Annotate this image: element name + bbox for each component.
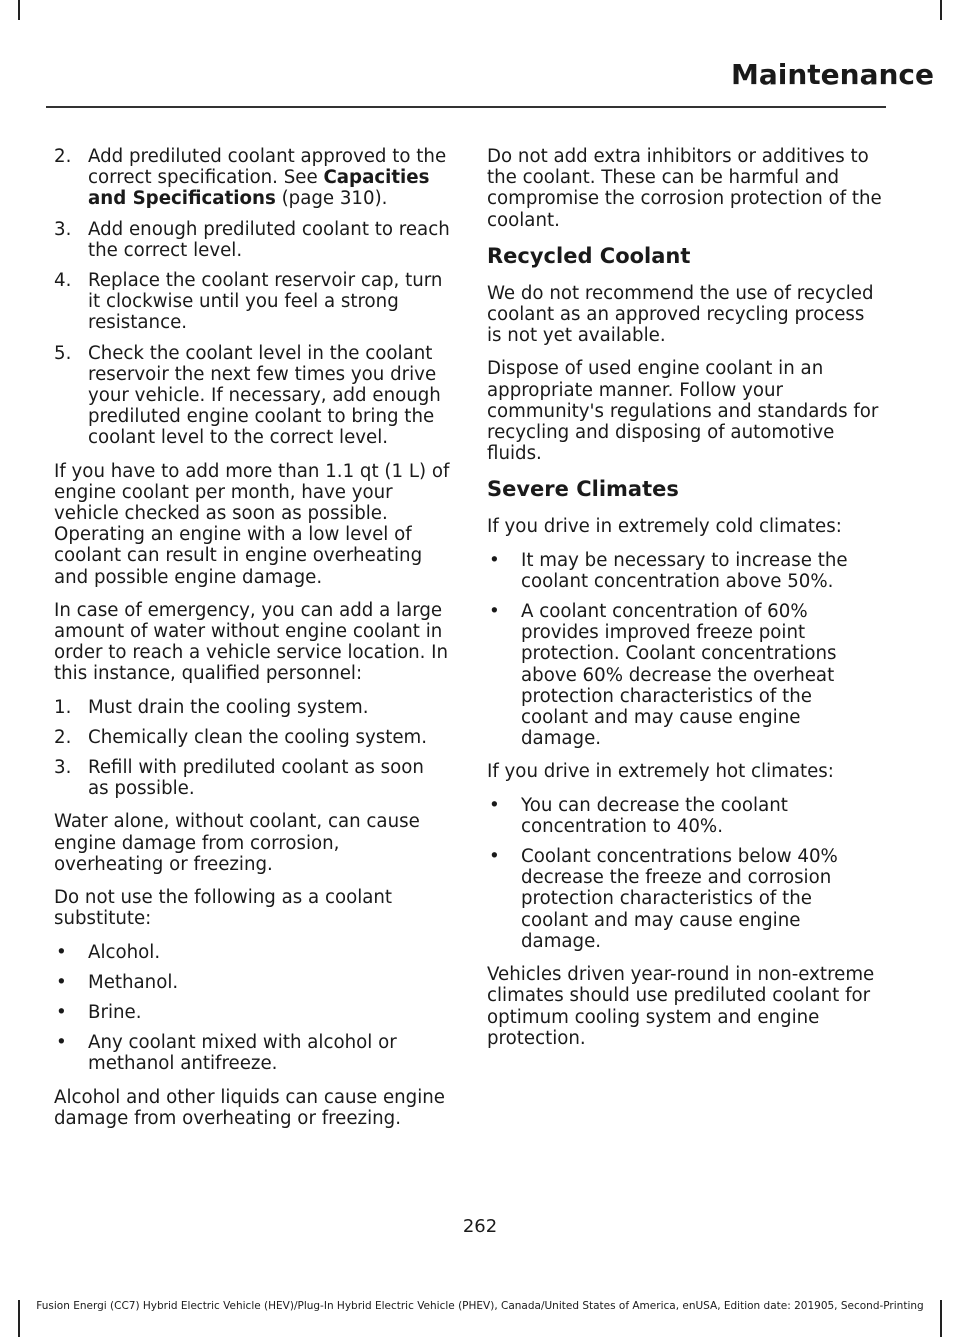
section-heading-severe-climates: Severe Climates xyxy=(487,477,679,502)
list-item xyxy=(487,550,883,592)
paragraph: Dispose of used engine coolant in an appropriate manner. Follow your community's regulations and standards for recycling and disposing of automotive fluids. xyxy=(487,358,879,465)
bullet-text: A coolant concentration of 60% provides improved freeze point protection. Coolant concentrations above 60% decrease the overheat protection characteristics of the coolant and may cause engine damage. xyxy=(521,601,837,750)
list-item xyxy=(54,727,450,748)
bullet-marker: • xyxy=(56,1032,67,1054)
paragraph: If you drive in extremely cold climates: xyxy=(487,516,842,538)
right-column xyxy=(487,146,883,1061)
paragraph: In case of emergency, you can add a large amount of water without engine coolant in order to reach a vehicle service location. In this instance, qualified personnel: xyxy=(54,599,449,685)
bullet-marker: • xyxy=(56,941,67,963)
list-item xyxy=(54,1032,450,1074)
list-item xyxy=(54,942,450,963)
list-item xyxy=(54,972,450,993)
bullet-marker: • xyxy=(489,549,500,571)
step-number: 5. xyxy=(54,342,72,364)
paragraph: We do not recommend the use of recycled coolant as an approved recycling process is not yet available. xyxy=(487,282,874,347)
bullet-text: Any coolant mixed with alcohol or methanol antifreeze. xyxy=(88,1032,397,1075)
step-text: Refill with prediluted coolant as soon as possible. xyxy=(88,757,424,800)
page-number: 262 xyxy=(462,1216,498,1237)
step-number: 2. xyxy=(54,726,72,748)
cross-reference-link[interactable]: Capacities and Specifications xyxy=(88,167,430,210)
list-item xyxy=(487,795,883,837)
paragraph: Vehicles driven year-round in non-extreme climates should use prediluted coolant for optimum cooling system and engine protection. xyxy=(487,964,875,1049)
list-item xyxy=(54,1002,450,1023)
bullet-marker: • xyxy=(56,1001,67,1023)
bullet-marker: • xyxy=(489,601,500,623)
left-column xyxy=(54,146,450,1141)
step-number: 3. xyxy=(54,218,72,240)
step-text: Must drain the cooling system. xyxy=(88,696,369,718)
bullet-text: It may be necessary to increase the coolant concentration above 50%. xyxy=(521,549,848,592)
step-number: 3. xyxy=(54,757,72,779)
step-text: Check the coolant level in the coolant reservoir the next few times you drive your vehicle. If necessary, add enough prediluted engine coolant to bring the coolant level to the correct level. xyxy=(88,342,441,449)
section-title: Maintenance xyxy=(730,58,934,91)
bullet-text: Brine. xyxy=(88,1001,142,1023)
paragraph: If you have to add more than 1.1 qt (1 L) of engine coolant per month, have your vehicle checked as soon as possible. Operating an engine with a low level of coolant can result in engine overheating and possible engine damage. xyxy=(54,460,450,588)
step-page-ref: (page 310). xyxy=(275,188,388,210)
step-text: Chemically clean the cooling system. xyxy=(88,726,428,748)
crop-mark-top-left xyxy=(18,0,20,20)
list-item xyxy=(54,757,450,799)
section-heading-recycled-coolant: Recycled Coolant xyxy=(487,243,691,268)
list-item xyxy=(54,270,450,334)
step-number: 4. xyxy=(54,270,72,292)
cold-climate-bullet-list xyxy=(487,550,883,750)
paragraph: Do not add extra inhibitors or additives to the coolant. These can be harmful and compromise the corrosion protection of the coolant. xyxy=(487,146,882,231)
header-divider xyxy=(46,106,886,108)
substitute-bullet-list xyxy=(54,942,450,1075)
step-number: 2. xyxy=(54,146,72,167)
paragraph: Water alone, without coolant, can cause engine damage from corrosion, overheating or freezing. xyxy=(54,811,420,875)
step-number: 1. xyxy=(54,696,72,718)
bullet-text: Methanol. xyxy=(88,971,179,993)
hot-climate-bullet-list xyxy=(487,795,883,952)
list-item xyxy=(487,846,883,952)
crop-mark-top-right xyxy=(940,0,942,20)
paragraph: Alcohol and other liquids can cause engine damage from overheating or freezing. xyxy=(54,1086,445,1129)
list-item xyxy=(54,343,450,449)
list-item xyxy=(54,219,450,261)
footer-edition-info: Fusion Energi (CC7) Hybrid Electric Vehicle (HEV)/Plug-In Hybrid Electric Vehicle (PHEV), Canada/United States of America, enUSA, Edition date: 201905, Second-Printing xyxy=(36,1300,924,1312)
paragraph: Do not use the following as a coolant substitute: xyxy=(54,887,393,930)
step-text: Add prediluted coolant approved to the correct specification. See xyxy=(88,146,447,189)
bullet-marker: • xyxy=(56,971,67,993)
bullet-text: Coolant concentrations below 40% decrease the freeze and corrosion protection characteristics of the coolant and may cause engine damage. xyxy=(521,846,838,952)
paragraph: If you drive in extremely hot climates: xyxy=(487,761,834,783)
steps-list-a xyxy=(54,146,450,449)
list-item xyxy=(54,146,450,210)
step-text: Replace the coolant reservoir cap, turn it clockwise until you feel a strong resistance. xyxy=(88,270,443,334)
bullet-marker: • xyxy=(489,846,500,868)
step-text: Add enough prediluted coolant to reach the correct level. xyxy=(88,218,450,261)
list-item xyxy=(487,601,883,749)
bullet-text: You can decrease the coolant concentration to 40%. xyxy=(521,794,788,837)
bullet-text: Alcohol. xyxy=(88,941,161,963)
list-item xyxy=(54,697,450,718)
bullet-marker: • xyxy=(489,794,500,816)
steps-list-b xyxy=(54,697,450,800)
